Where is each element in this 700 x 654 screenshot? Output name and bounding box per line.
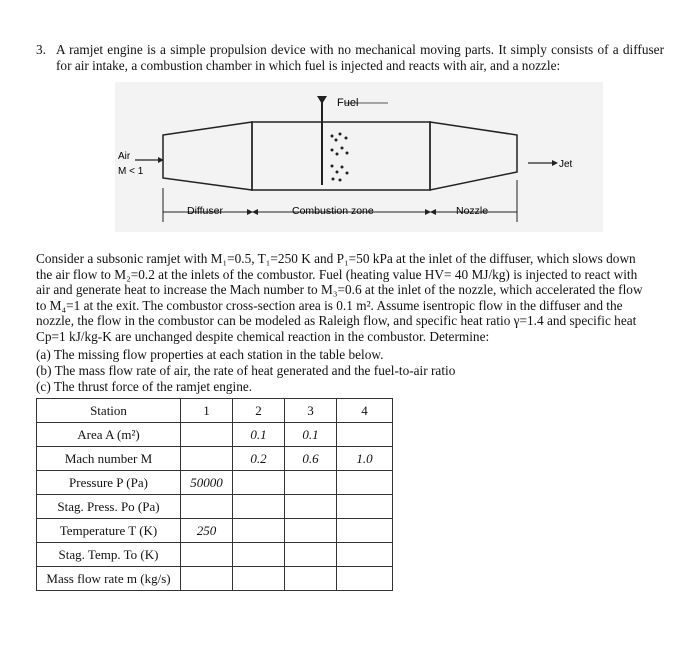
cell xyxy=(285,519,337,543)
cell xyxy=(337,567,393,591)
cell xyxy=(233,567,285,591)
table-row xyxy=(37,519,393,543)
nozzle-label: Nozzle xyxy=(456,205,489,217)
cell xyxy=(181,423,233,447)
cell xyxy=(233,471,285,495)
cell xyxy=(181,447,233,471)
header-station-2: 2 xyxy=(233,399,285,423)
cell: 1.0 xyxy=(337,447,393,471)
task-b: (b) The mass flow rate of air, the rate of heat generated and the fuel-to-air ratio xyxy=(36,363,456,378)
air-label: Air xyxy=(118,151,131,162)
cell xyxy=(233,519,285,543)
description-line: Consider a subsonic ramjet with M₁=0.5, T₁=250 K and P₁=50 kPa at the inlet of the diffuser, which slows down xyxy=(36,251,636,266)
task-a: (a) The missing flow properties at each station in the table below. xyxy=(36,347,384,362)
problem-description xyxy=(36,251,664,344)
row-label: Stag. Temp. To (K) xyxy=(37,543,181,567)
cell xyxy=(233,495,285,519)
header-station-4: 4 xyxy=(337,399,393,423)
row-label: Pressure P (Pa) xyxy=(37,471,181,495)
table-header-row xyxy=(37,399,393,423)
combustion-zone-label: Combustion zone xyxy=(292,205,374,217)
cell xyxy=(285,543,337,567)
fuel-label: Fuel xyxy=(337,97,359,109)
description-line: nozzle, the flow in the combustor can be modeled as Raleigh flow, and specific heat ratio γ=1.4 and specific heat xyxy=(36,313,637,328)
cell xyxy=(181,567,233,591)
table-row xyxy=(37,495,393,519)
cell: 0.6 xyxy=(285,447,337,471)
cell: 0.1 xyxy=(285,423,337,447)
cell: 0.1 xyxy=(233,423,285,447)
cell xyxy=(285,495,337,519)
problem-number: 3. xyxy=(36,42,46,57)
table-row xyxy=(37,471,393,495)
header-station-1: 1 xyxy=(181,399,233,423)
cell: 0.2 xyxy=(233,447,285,471)
cell xyxy=(337,543,393,567)
cell: 250 xyxy=(181,519,233,543)
row-label: Area A (m²) xyxy=(37,423,181,447)
flow-properties-table xyxy=(36,398,393,591)
description-line: Cp=1 kJ/kg-K are unchanged despite chemical reaction in the combustor. Determine: xyxy=(36,328,490,344)
jet-label: Jet xyxy=(559,159,573,170)
cell xyxy=(233,543,285,567)
description-line: air and generate heat to increase the Mach number to M₃=0.6 at the inlet of the nozzle, which accelerated the flow xyxy=(36,282,643,297)
cell xyxy=(337,519,393,543)
cell xyxy=(337,471,393,495)
mach-label: M < 1 xyxy=(118,166,144,177)
ramjet-diagram xyxy=(0,0,700,250)
header-station-3: 3 xyxy=(285,399,337,423)
cell: 50000 xyxy=(181,471,233,495)
problem-intro: A ramjet engine is a simple propulsion device with no mechanical moving parts. It simply consists of a diffuser for air intake, a combustion chamber in which fuel is injected and reacts with air, and a nozzle: xyxy=(56,42,664,73)
table-row xyxy=(37,567,393,591)
table-row xyxy=(37,423,393,447)
row-label: Mass flow rate m (kg/s) xyxy=(37,567,181,591)
row-label: Temperature T (K) xyxy=(37,519,181,543)
table-row xyxy=(37,447,393,471)
header-station: Station xyxy=(37,399,181,423)
row-label: Stag. Press. Po (Pa) xyxy=(37,495,181,519)
row-label: Mach number M xyxy=(37,447,181,471)
table-row xyxy=(37,543,393,567)
cell xyxy=(285,471,337,495)
description-line: the air flow to M₂=0.2 at the inlets of the combustor. Fuel (heating value HV= 40 MJ/kg) is injected to react with xyxy=(36,266,638,282)
task-c: (c) The thrust force of the ramjet engine. xyxy=(36,379,253,394)
cell xyxy=(337,423,393,447)
cell xyxy=(181,495,233,519)
cell xyxy=(337,495,393,519)
diffuser-label: Diffuser xyxy=(187,205,223,217)
description-line: to M₄=1 at the exit. The combustor cross-section area is 0.1 m². Assume isentropic flow in the diffuser and the xyxy=(36,297,623,313)
cell xyxy=(181,543,233,567)
cell xyxy=(285,567,337,591)
